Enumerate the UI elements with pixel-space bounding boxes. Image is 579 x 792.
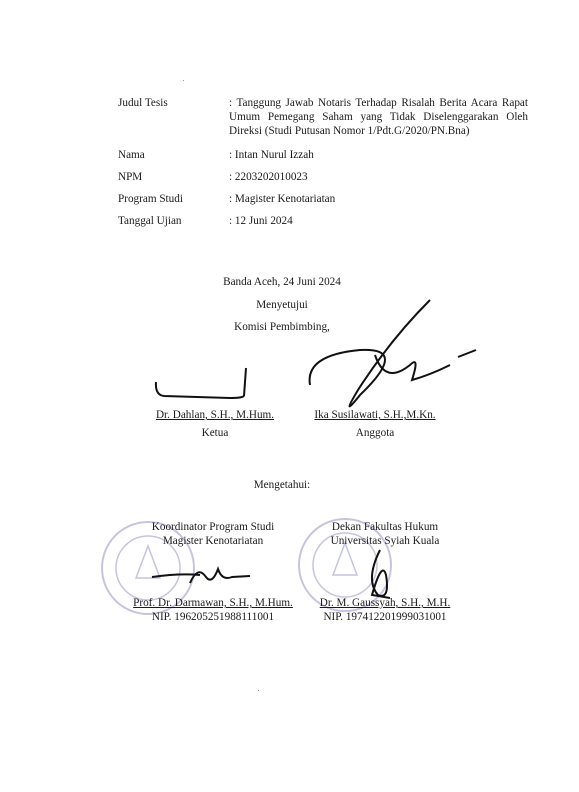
coordinator-name: Prof. Dr. Darmawan, S.H., M.Hum. [133, 597, 293, 609]
dean-block [300, 596, 470, 624]
member-signature-icon [300, 295, 490, 425]
scan-speck [183, 80, 184, 81]
place-date: Banda Aceh, 24 Juni 2024 [223, 276, 341, 288]
coordinator-title-2: Magister Kenotariatan [162, 535, 264, 547]
field-value: : Magister Kenotariatan [229, 193, 336, 205]
field-label: Program Studi [118, 193, 183, 205]
dean-title-2: Universitas Syiah Kuala [330, 535, 440, 547]
committee-label: Komisi Pembimbing, [234, 321, 330, 333]
coordinator-block [118, 596, 308, 624]
dean-nip: NIP. 197412201999031001 [323, 611, 447, 623]
dean-title-1: Dekan Fakultas Hukum [331, 521, 439, 533]
field-label: Judul Tesis [118, 97, 168, 109]
member-role: Anggota [355, 427, 395, 439]
chair-role: Ketua [201, 427, 229, 439]
field-label: NPM [118, 171, 143, 183]
field-nama [118, 148, 528, 162]
field-prodi [118, 192, 528, 206]
dean-name: Dr. M. Gaussyah, S.H., M.H. [319, 597, 451, 609]
field-label: Tanggal Ujian [118, 215, 182, 227]
field-value: : Tanggung Jawab Notaris Terhadap Risalah Berita Acara Rapat Umum Pemegang Saham yang Tidak Diselenggarakan Oleh Direksi (Studi Putusan Nomor 1/Pdt.G/2020/PN.Bna) [229, 97, 528, 137]
chair-signature-icon [150, 360, 260, 405]
field-npm [118, 170, 528, 184]
field-label: Nama [118, 149, 145, 161]
member-name: Ika Susilawati, S.H.,M.Kn. [314, 409, 436, 421]
thesis-info [118, 96, 528, 238]
approval-heading: Menyetujui [256, 299, 308, 311]
chair-block [140, 408, 290, 440]
field-judul [118, 96, 528, 138]
coordinator-titles [118, 520, 308, 548]
scan-speck [258, 690, 259, 691]
field-value: : Intan Nurul Izzah [229, 149, 314, 161]
coordinator-signature-icon [150, 555, 260, 595]
field-value: : 12 Juni 2024 [229, 215, 293, 227]
member-block [300, 408, 450, 440]
coordinator-title-1: Koordinator Program Studi [151, 521, 275, 533]
field-tanggal [118, 214, 528, 228]
field-value: : 2203202010023 [229, 171, 308, 183]
coordinator-nip: NIP. 196205251988111001 [151, 611, 275, 623]
chair-name: Dr. Dahlan, S.H., M.Hum. [155, 409, 275, 421]
acknowledge-heading: Mengetahui: [253, 479, 311, 491]
